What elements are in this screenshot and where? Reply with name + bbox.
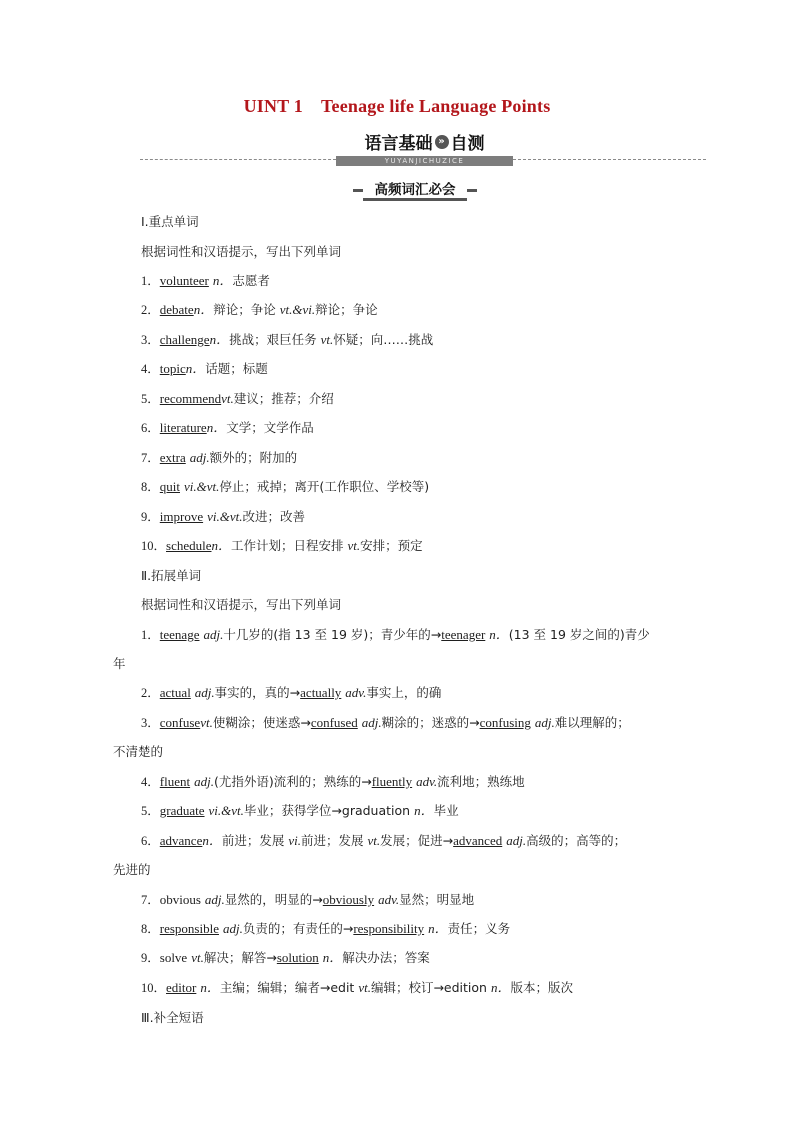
heading-rule-right [467, 189, 477, 192]
section-banner [140, 130, 706, 170]
ext-item: 3．confusevt.使糊涂；使迷惑→confused adj.糊涂的；迷惑的→confusing adj.难以理解的； [141, 715, 630, 730]
banner-left-text: 语言基础 [364, 134, 433, 154]
word-item: 7．extra adj.额外的；附加的 [141, 450, 298, 465]
part3-heading: Ⅲ.补全短语 [141, 1010, 204, 1025]
ext-item: 4．fluent adj.(尤指外语)流利的；熟练的→fluently adv.流利地；熟练地 [141, 774, 525, 789]
part1-instruction: 根据词性和汉语提示，写出下列单词 [141, 244, 342, 259]
ext-item-continuation: 年 [113, 656, 126, 671]
divider-right [513, 159, 706, 160]
ext-item: 8．responsible adj.负责的；有责任的→responsibility n．责任；义务 [141, 921, 511, 936]
ext-item: 9．solve vt.解决；解答→solution n．解决办法；答案 [141, 950, 430, 965]
subsection-heading [353, 180, 477, 200]
word-item: 8．quit vi.&vt.停止；戒掉；离开(工作职位、学校等) [141, 479, 430, 494]
word-item: 6．literaturen．文学；文学作品 [141, 420, 314, 435]
ext-item-continuation: 不清楚的 [113, 744, 164, 759]
part2-heading: Ⅱ.拓展单词 [141, 568, 202, 583]
word-item: 10．schedulen．工作计划；日程安排 vt.安排；预定 [141, 538, 423, 553]
subsection-heading-text: 高频词汇必会 [363, 182, 467, 201]
word-item: 1．volunteer n．志愿者 [141, 273, 270, 288]
ext-item: 6．advancen．前进；发展 vi.前进；发展 vt.发展；促进→advanced adj.高级的；高等的； [141, 833, 627, 848]
word-item: 5．recommendvt.建议；推荐；介绍 [141, 391, 334, 406]
word-item: 3．challengen．挑战；艰巨任务 vt.怀疑；向……挑战 [141, 332, 434, 347]
word-item: 9．improve vi.&vt.改进；改善 [141, 509, 305, 524]
divider-left [140, 159, 336, 160]
title-topic: Teenage life Language Points [320, 96, 551, 116]
ext-item: 10．editor n．主编；编辑；编者→edit vt.编辑；校订→edition n．版本；版次 [141, 980, 573, 995]
ext-item: 1．teenage adj.十几岁的(指 13 至 19 岁)；青少年的→teenager n．(13 至 19 岁之间的)青少 [141, 627, 650, 642]
page-title [0, 96, 794, 117]
banner-pinyin-strip: YUYANJICHUZICE [336, 156, 513, 166]
ext-item: 5．graduate vi.&vt.毕业；获得学位→graduation n．毕业 [141, 803, 459, 818]
title-unit: UINT 1 [243, 96, 303, 116]
banner-label [336, 132, 513, 168]
word-item: 4．topicn．话题；标题 [141, 361, 268, 376]
part1-heading: Ⅰ.重点单词 [141, 214, 199, 229]
double-chevron-icon: » [435, 135, 449, 149]
ext-item: 2．actual adj.事实的，真的→actually adv.事实上，的确 [141, 685, 442, 700]
part2-instruction: 根据词性和汉语提示，写出下列单词 [141, 597, 342, 612]
ext-item-continuation: 先进的 [113, 862, 151, 877]
heading-rule-left [353, 189, 363, 192]
banner-right-text: 自测 [450, 134, 485, 154]
word-item: 2．debaten．辩论；争论 vt.&vi.辩论；争论 [141, 302, 378, 317]
ext-item: 7．obvious adj.显然的，明显的→obviously adv.显然；明显地 [141, 892, 475, 907]
